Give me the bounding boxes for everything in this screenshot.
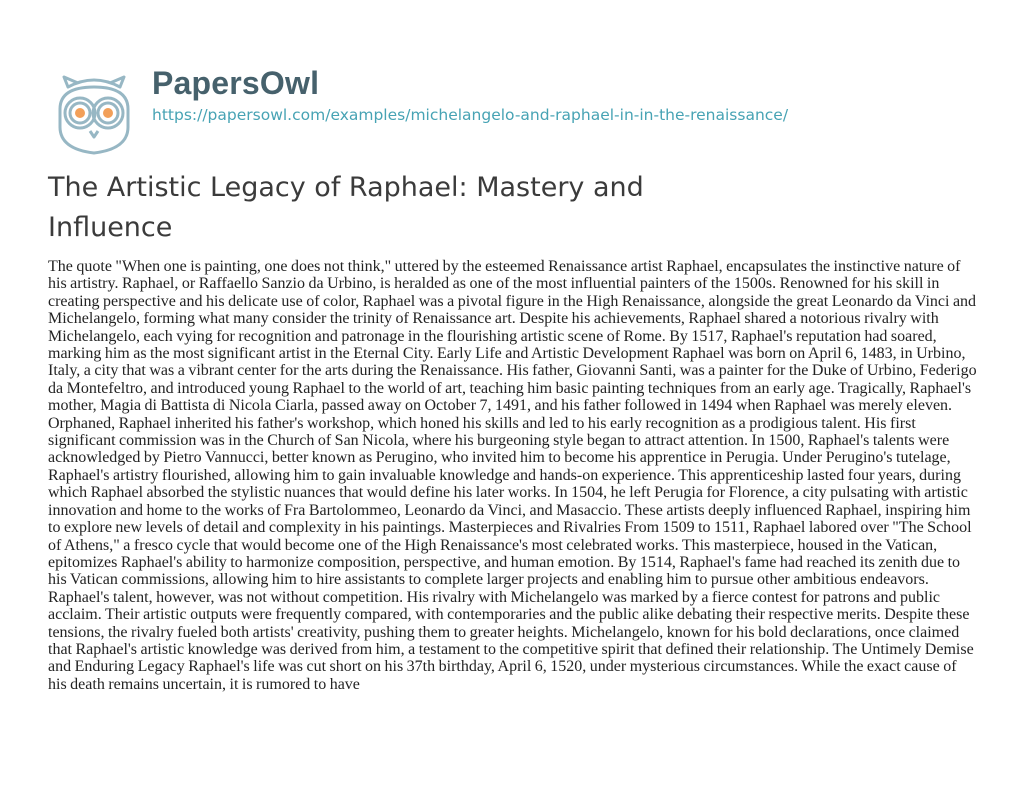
site-header <box>0 0 1024 150</box>
owl-logo-icon[interactable] <box>46 65 142 161</box>
brand-name[interactable]: PapersOwl <box>152 65 320 101</box>
source-url-link[interactable]: https://papersowl.com/examples/michelangelo-and-raphael-in-in-the-renaissance/ <box>152 106 789 124</box>
essay-body: The quote "When one is painting, one does not think," uttered by the esteemed Renaissance artist Raphael, encapsulates the instinctive nature of his artistry. Raphael, or Raffaello Sanzio da Urbino, is heralded as one of the most influential painters of the 1500s. Renowned for his skill in creating perspective and his delicate use of color, Raphael was a pivotal figure in the High Renaissance, alongside the great Leonardo da Vinci and Michelangelo, forming what many consider the trinity of Renaissance art. Despite his achievements, Raphael shared a notorious rivalry with Michelangelo, each vying for recognition and patronage in the flourishing artistic scene of Rome. By 1517, Raphael's reputation had soared, marking him as the most significant artist in the Eternal City. Early Life and Artistic Development Raphael was born on April 6, 1483, in Urbino, Italy, a city that was a vibrant center for the arts during the Renaissance. His father, Giovanni Santi, was a painter for the Duke of Urbino, Federigo da Montefeltro, and introduced young Raphael to the world of art, teaching him basic painting techniques from an early age. Tragically, Raphael's mother, Magia di Battista di Nicola Ciarla, passed away on October 7, 1491, and his father followed in 1494 when Raphael was merely eleven. Orphaned, Raphael inherited his father's workshop, which honed his skills and led to his early recognition as a prodigious talent. His first significant commission was in the Church of San Nicola, where his burgeoning style began to attract attention. In 1500, Raphael's talents were acknowledged by Pietro Vannucci, better known as Perugino, who invited him to become his apprentice in Perugia. Under Perugino's tutelage, Raphael's artistry flourished, allowing him to gain invaluable knowledge and hands-on experience. This apprenticeship lasted four years, during which Raphael absorbed the stylistic nuances that would define his later works. In 1504, he left Perugia for Florence, a city pulsating with artistic innovation and home to the works of Fra Bartolommeo, Leonardo da Vinci, and Masaccio. These artists deeply influenced Raphael, inspiring him to explore new levels of detail and complexity in his paintings. Masterpieces and Rivalries From 1509 to 1511, Raphael labored over "The School of Athens," a fresco cycle that would become one of the High Renaissance's most celebrated works. This masterpiece, housed in the Vatican, epitomizes Raphael's ability to harmonize composition, perspective, and human emotion. By 1514, Raphael's fame had reached its zenith due to his Vatican commissions, allowing him to hire assistants to complete larger projects and enabling him to pursue other ambitious endeavors. Raphael's talent, however, was not without competition. His rivalry with Michelangelo was marked by a fierce contest for patrons and public acclaim. Their artistic outputs were frequently compared, with contemporaries and the public alike debating their respective merits. Despite these tensions, the rivalry fueled both artists' creativity, pushing them to greater heights. Michelangelo, known for his bold declarations, once claimed that Raphael's artistic knowledge was derived from him, a testament to the competitive spirit that defined their relationship. The Untimely Demise and Enduring Legacy Raphael's life was cut short on his 37th birthday, April 6, 1520, under mysterious circumstances. While the exact cause of his death remains uncertain, it is rumored to have <box>48 258 977 693</box>
page-title: The Artistic Legacy of Raphael: Mastery and Influence <box>48 172 644 243</box>
